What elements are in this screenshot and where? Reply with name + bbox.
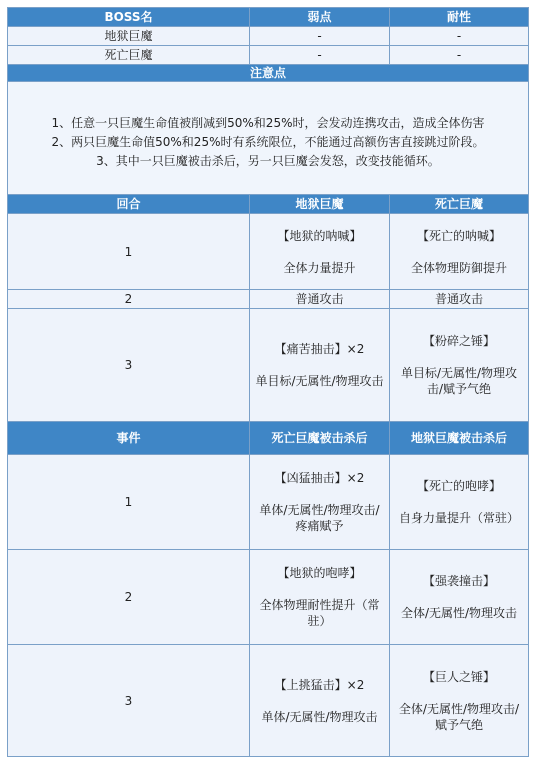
death-troll-action: 普通攻击 <box>390 290 529 309</box>
skill-name: 【凶猛抽击】×2 <box>274 471 365 485</box>
turn-row <box>8 309 529 422</box>
boss-name: 死亡巨魔 <box>8 46 250 65</box>
skill-name: 【地狱的咆哮】 <box>277 566 362 580</box>
skill-effect: 自身力量提升（常驻） <box>398 511 519 525</box>
hell-troll-enraged-action <box>250 645 390 757</box>
skill-effect: 全体物理防御提升 <box>410 260 507 275</box>
event-row <box>8 550 529 645</box>
boss-weakness: - <box>250 27 390 46</box>
boss-row <box>8 27 529 46</box>
death-troll-action <box>390 214 529 290</box>
turn-row <box>8 214 529 290</box>
boss-guide <box>7 7 528 757</box>
notes-row <box>8 82 529 195</box>
boss-name: 地狱巨魔 <box>8 27 250 46</box>
skill-effect: 单体/无属性/物理攻击/疼痛赋予 <box>259 503 380 533</box>
skill-name: 【痛苦抽击】×2 <box>274 342 365 356</box>
turn-number: 3 <box>8 309 250 422</box>
death-troll-header: 死亡巨魔 <box>390 195 529 214</box>
hell-troll-action <box>250 214 390 290</box>
skill-effect: 全体/无属性/物理攻击/赋予气绝 <box>398 701 520 732</box>
skill-name: 【上挑猛击】×2 <box>274 677 365 692</box>
skill-effect: 全体力量提升 <box>283 260 356 275</box>
event-header: 事件 <box>8 422 250 455</box>
event-header-row <box>8 422 529 455</box>
event-number: 1 <box>8 455 250 550</box>
skill-name: 【强袭撞击】 <box>422 574 495 588</box>
turn-number: 2 <box>8 290 250 309</box>
weakness-header: 弱点 <box>250 8 390 27</box>
death-troll-enraged-action <box>390 455 529 550</box>
boss-weakness: - <box>250 46 390 65</box>
event-number: 2 <box>8 550 250 645</box>
skill-name: 【死亡的咆哮】 <box>416 479 501 493</box>
notes-title: 注意点 <box>8 65 529 82</box>
boss-resistance: - <box>390 27 529 46</box>
notes-body <box>8 82 529 195</box>
boss-guide-table <box>7 7 529 757</box>
death-troll-enraged-action <box>390 645 529 757</box>
after-hell-troll-killed-header: 地狱巨魔被击杀后 <box>390 422 529 455</box>
skill-name: 【地狱的呐喊】 <box>277 228 362 243</box>
skill-effect: 全体/无属性/物理攻击 <box>400 606 518 620</box>
event-row <box>8 455 529 550</box>
turn-header-row <box>8 195 529 214</box>
event-number: 3 <box>8 645 250 757</box>
resistance-header: 耐性 <box>390 8 529 27</box>
skill-name: 【粉碎之锤】 <box>422 334 495 348</box>
hell-troll-header: 地狱巨魔 <box>250 195 390 214</box>
hell-troll-enraged-action <box>250 550 390 645</box>
hell-troll-action <box>250 309 390 422</box>
boss-name-header: BOSS名 <box>8 8 250 27</box>
skill-name: 【死亡的呐喊】 <box>416 228 501 243</box>
death-troll-action <box>390 309 529 422</box>
skill-effect: 单目标/无属性/物理攻击/赋予气绝 <box>400 366 518 396</box>
skill-effect: 全体物理耐性提升（常驻） <box>259 598 380 628</box>
event-row <box>8 645 529 757</box>
boss-resistance: - <box>390 46 529 65</box>
hell-troll-enraged-action <box>250 455 390 550</box>
after-death-troll-killed-header: 死亡巨魔被击杀后 <box>250 422 390 455</box>
turn-header: 回合 <box>8 195 250 214</box>
notes-header-row <box>8 65 529 82</box>
boss-row <box>8 46 529 65</box>
turn-number: 1 <box>8 214 250 290</box>
hell-troll-action: 普通攻击 <box>250 290 390 309</box>
skill-effect: 单目标/无属性/物理攻击 <box>255 374 384 388</box>
note-line: 2、两只巨魔生命值50%和25%时有系统限位，不能通过高额伤害直接跳过阶段。 <box>51 134 485 149</box>
note-line: 3、其中一只巨魔被击杀后，另一只巨魔会发怒，改变技能循环。 <box>96 153 440 168</box>
turn-row <box>8 290 529 309</box>
boss-header-row <box>8 8 529 27</box>
skill-name: 【巨人之锤】 <box>422 669 495 684</box>
skill-effect: 单体/无属性/物理攻击 <box>261 709 378 724</box>
note-line: 1、任意一只巨魔生命值被削减到50%和25%时，会发动连携攻击，造成全体伤害 <box>51 115 485 130</box>
death-troll-enraged-action <box>390 550 529 645</box>
